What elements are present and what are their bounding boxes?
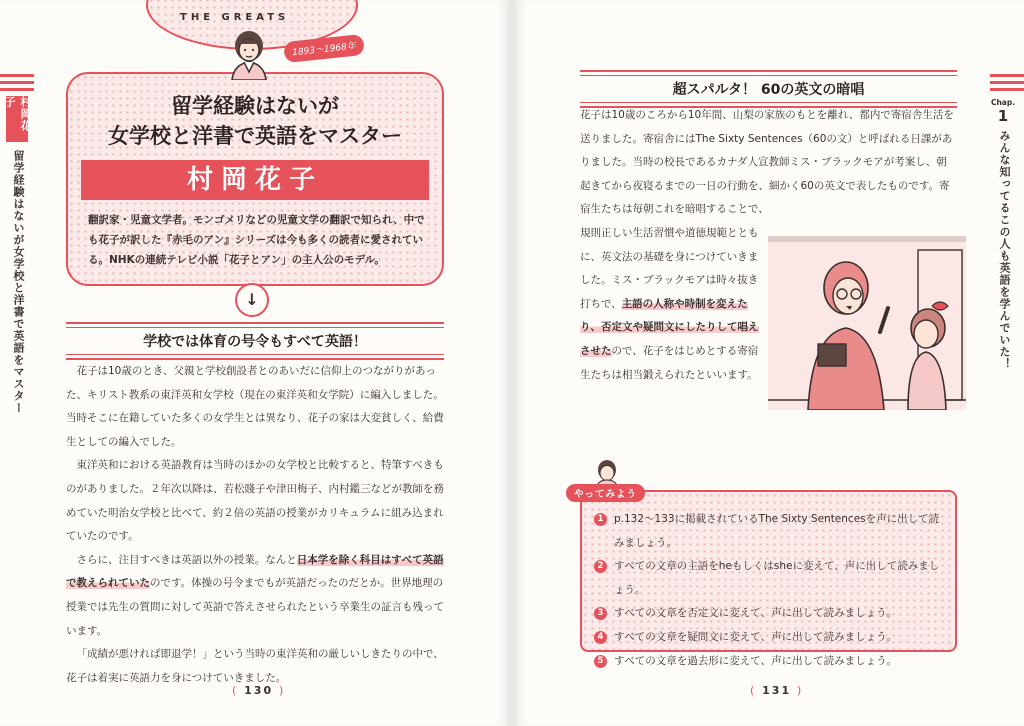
number-badge: 2 [594,560,607,573]
list-item-text: すべての文章を過去形に変えて、声に出して読みましょう。 [614,654,898,667]
try-it-label: やってみよう [566,484,645,502]
list-item [594,508,944,555]
highlighted-text: 主語の人称や時制を変えたり、否定文や疑問文にしたりして唱えさせた [580,297,759,357]
number-badge: 5 [594,655,607,668]
highlighted-text: 日本学を除く科目はすべて英語で教えられていた [66,553,444,590]
page-number: ( 131 ) [750,684,804,697]
list-item [594,602,944,626]
number-badge: 3 [594,607,607,620]
list-item-text: p.132～133に掲載されているThe Sixty Sentencesを声に出して読みましょう。 [614,513,940,549]
paragraph [66,549,444,643]
greats-label: THE GREATS [180,12,290,23]
number-badge: 4 [594,631,607,644]
person-description: 翻訳家・児童文学者。モンゴメリなどの児童文学の翻訳で知られ、中でも花子が訳した『赤毛のアン』シリーズは今も多くの読者に愛されている。NHKの連続テレビ小説「花子とアン」の主人公のモデル。 [88,214,425,266]
side-stripes [0,74,34,95]
chapter-marker [988,98,1018,125]
section-heading: 超スパルタ！ 60の英文の暗唱 [580,70,957,108]
page-number-value: 130 [244,684,274,697]
list-item [594,555,944,602]
person-name-bar: 村岡花子 [81,160,429,200]
side-running-title: みんな知ってるこの人も英語を学んでいた！ [998,130,1011,370]
page-number: ( 130 ) [232,684,286,697]
list-item [594,650,944,674]
teacher-student-illustration [768,236,966,410]
text-run: ので、花子をはじめとする寄宿生たちは相当鍛えられたといいます。 [580,344,759,381]
list-item [594,626,944,650]
years-badge: 1893～1968年 [283,34,365,63]
text-run: 規則正しい生活習慣や道徳規範とともに、英文法の基礎を身につけていきました。ミス・ブラックモアは時々抜き打ちで、 [580,227,759,310]
try-it-list [594,508,944,673]
chapter-number: 1 [997,107,1009,125]
left-page [0,0,510,726]
right-body-text-narrow [580,222,766,387]
portrait-illustration [226,26,272,80]
right-page [514,0,1024,726]
text-run: のです。体操の号令までもが英語だったのだとか。世界地理の授業では先生の質問に対して英語で答えさせられたという卒業生の証言も残っています。 [66,577,444,637]
right-body-text-wide: 花子は10歳のころから10年間、山梨の家族のもとを離れ、都内で寄宿舎生活を送りました。寄宿舎にはThe Sixty Sentences（60の文）と呼ばれる日課がありました。当時の校長であるカナダ人宣教師ミス・ブラックモアが考案し、朝起きてから夜寝るまでの一日の行動を、細かく60の英文で表したものです。寄宿生たちは毎朝これを暗唱することで、 [580,109,954,216]
side-stripes [990,74,1024,95]
paragraph: 東洋英和における英語教育は当時のほかの女学校と比較すると、特筆すべきものがありました。２年次以降は、若松賤子や津田梅子、内村鑑三などが教師を務めていた明治女学校と比べて、約２倍の英語の授業がカリキュラムに組み込まれていたのです。 [66,459,444,543]
side-running-title: 留学経験はないが女学校と洋書で英語をマスター [12,150,25,414]
list-item-text: すべての文章を否定文に変えて、声に出して読みましょう。 [614,607,898,620]
hero-title-line2: 女学校と洋書で英語をマスター [108,124,402,148]
down-arrow-icon: ↓ [235,283,269,317]
left-body-text [66,360,444,690]
number-badge: 1 [594,513,607,526]
paragraph: 花子は10歳のとき、父親と学校創設者とのあいだに信仰上のつながりがあった、キリスト教系の東洋英和女学校（現在の東洋英和女学院）に編入しました。当時そこに在籍していた多くの女学生とは異なり、花子の家は大変貧しく、給費生としての編入でした。 [66,365,444,448]
list-item-text: すべての文章を疑問文に変えて、声に出して読みましょう。 [614,630,898,643]
page-number-value: 131 [762,684,792,697]
list-item-text: すべての文章の主語をheもしくはsheに変えて、声に出して読みましょう。 [614,560,940,596]
chapter-label: Chap. [990,98,1016,107]
side-tab: 村岡花子 [6,96,28,142]
hero-title-line1: 留学経験はないが [171,94,339,118]
text-run: さらに、注目すべきは英語以外の授業。なんと [76,553,297,566]
paragraph: 「成績が悪ければ即退学！」という当時の東洋英和の厳しいしきたりの中で、花子は着実に英語力を身につけていきました。 [66,648,444,684]
section-heading: 学校では体育の号令もすべて英語！ [66,322,444,360]
